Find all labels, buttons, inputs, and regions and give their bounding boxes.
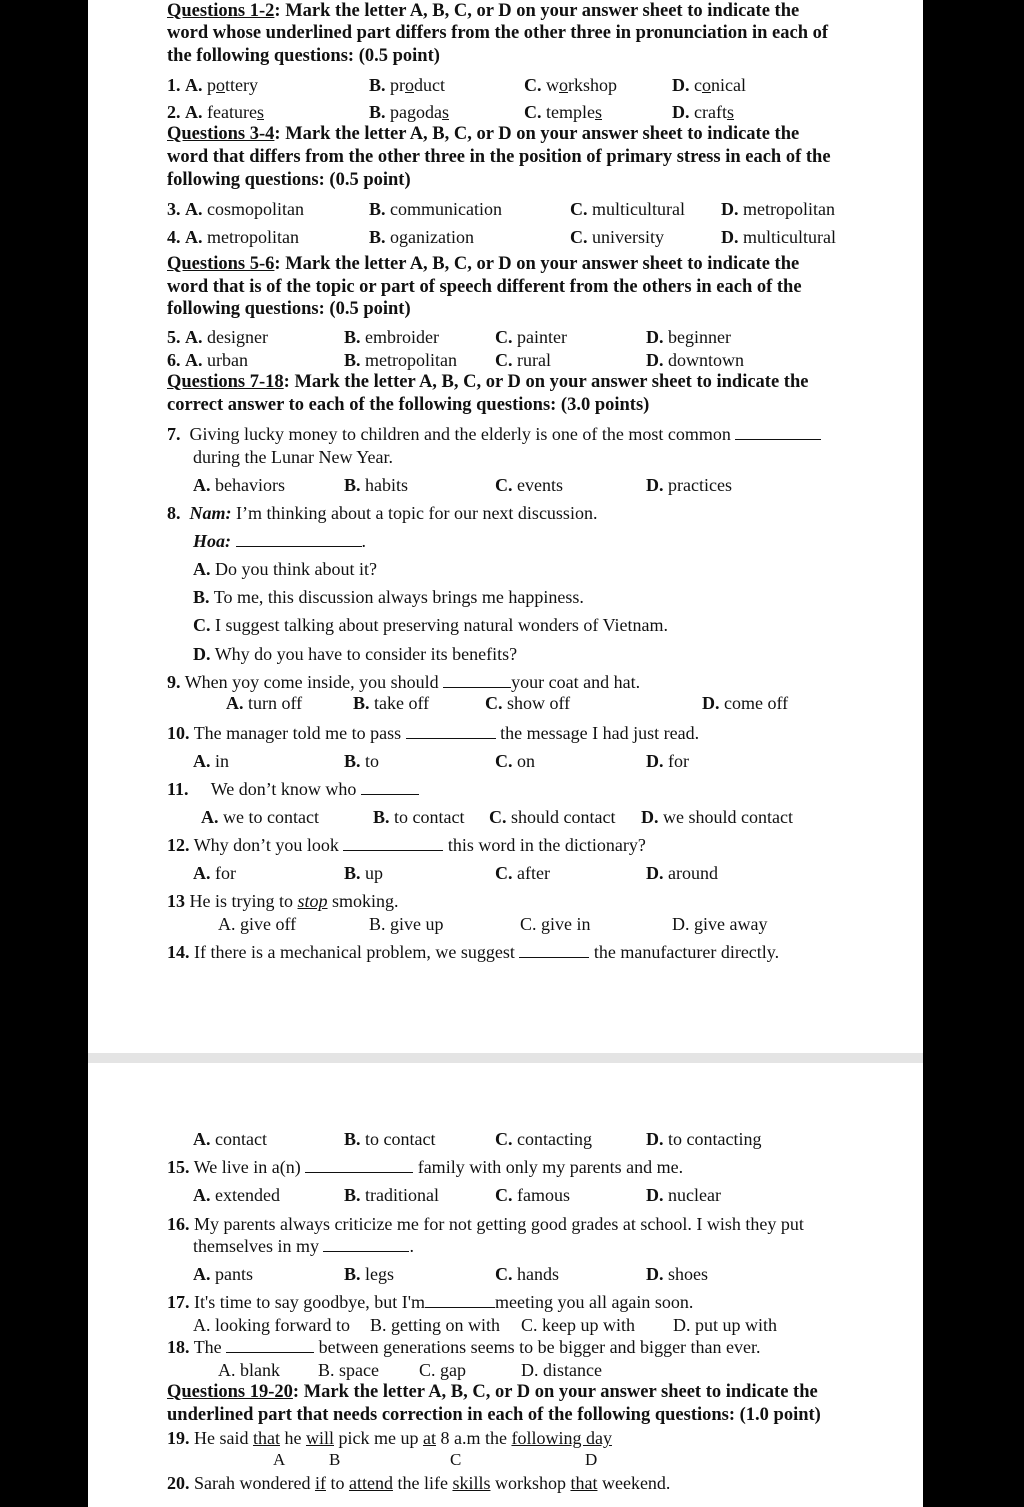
question-2: 2. A. features <box>167 102 264 122</box>
question-16-line2: themselves in my . <box>193 1236 414 1256</box>
section-2-heading: Questions 3-4: Mark the letter A, B, C, or D on your answer sheet to indicate the <box>167 124 800 144</box>
question-8: 8. Nam: I’m thinking about a topic for our next discussion. <box>167 503 598 523</box>
q13-option-a: A. give off <box>218 914 297 934</box>
question-6: 6. A. urban <box>167 350 248 370</box>
question-14: 14. If there is a mechanical problem, we suggest the manufacturer directly. <box>167 942 780 962</box>
q18-option-b: B. space <box>318 1360 379 1380</box>
q14-option-b: B. to contact <box>344 1129 436 1149</box>
question-3: 3. A. cosmopolitan <box>167 199 304 219</box>
q7-option-c: C. events <box>495 475 563 495</box>
q2-option-b: B. pagodas <box>369 102 450 122</box>
q8-option-d: D. Why do you have to consider its benefits? <box>193 644 518 664</box>
q16-option-b: B. legs <box>344 1264 395 1284</box>
q18-option-a: A. blank <box>218 1360 280 1380</box>
question-9: 9. When yoy come inside, you should your coat and hat. <box>167 672 641 692</box>
answer-blank <box>343 835 443 851</box>
q14-option-a: A. contact <box>193 1129 267 1149</box>
q18-option-d: D. distance <box>521 1360 602 1380</box>
q16-option-c: C. hands <box>495 1264 559 1284</box>
q7-option-a: A. behaviors <box>193 475 285 495</box>
q7-option-d: D. practices <box>646 475 732 495</box>
section-1-heading-line2: word whose underlined part differs from the other three in pronunciation in each of <box>167 23 829 43</box>
worksheet-page-1 <box>88 0 923 1053</box>
section-2-heading-line2: word that differs from the other three in the position of primary stress in each of the <box>167 147 831 167</box>
question-19: 19. He said that he will pick me up at 8 a.m the following day <box>167 1428 612 1448</box>
answer-blank <box>361 779 419 795</box>
section-1-heading: Questions 1-2: Mark the letter A, B, C, or D on your answer sheet to indicate the <box>167 1 800 21</box>
answer-blank <box>323 1236 409 1252</box>
q12-option-b: B. up <box>344 863 384 883</box>
q9-option-d: D. come off <box>702 693 789 713</box>
q17-option-b: B. getting on with <box>370 1315 500 1335</box>
section-1-heading-line3: the following questions: (0.5 point) <box>167 46 440 66</box>
answer-blank <box>236 531 362 547</box>
page-separator <box>88 1053 923 1063</box>
q10-option-d: D. for <box>646 751 689 771</box>
q3-option-d: D. metropolitan <box>721 199 835 219</box>
section-4-heading: Questions 7-18: Mark the letter A, B, C, or D on your answer sheet to indicate the <box>167 372 809 392</box>
q12-option-d: D. around <box>646 863 718 883</box>
q14-option-c: C. contacting <box>495 1129 592 1149</box>
q6-option-b: B. metropolitan <box>344 350 457 370</box>
answer-blank <box>443 672 511 688</box>
q19-label-c: C <box>450 1450 462 1469</box>
q11-option-d: D. we should contact <box>641 807 793 827</box>
q15-option-d: D. nuclear <box>646 1185 721 1205</box>
q19-label-d: D <box>585 1450 598 1469</box>
question-18: 18. The between generations seems to be bigger and bigger than ever. <box>167 1337 761 1357</box>
q12-option-c: C. after <box>495 863 550 883</box>
question-1: 1. A. pottery <box>167 75 258 95</box>
question-20: 20. Sarah wondered if to attend the life skills workshop that weekend. <box>167 1473 671 1493</box>
question-4: 4. A. metropolitan <box>167 227 299 247</box>
question-12: 12. Why don’t you look this word in the dictionary? <box>167 835 646 855</box>
worksheet-page-2 <box>88 1063 923 1507</box>
section-3-heading: Questions 5-6: Mark the letter A, B, C, or D on your answer sheet to indicate the <box>167 254 800 274</box>
question-13: 13 He is trying to stop smoking. <box>167 891 399 911</box>
q5-option-c: C. painter <box>495 327 567 347</box>
section-3-heading-line3: following questions: (0.5 point) <box>167 299 411 319</box>
q8-option-b: B. To me, this discussion always brings me happiness. <box>193 587 584 607</box>
answer-blank <box>735 424 821 440</box>
question-8-reply: Hoa: . <box>193 531 366 551</box>
q11-option-a: A. we to contact <box>201 807 319 827</box>
q16-option-a: A. pants <box>193 1264 253 1284</box>
q16-option-d: D. shoes <box>646 1264 708 1284</box>
q9-option-a: A. turn off <box>226 693 303 713</box>
q9-option-c: C. show off <box>485 693 571 713</box>
question-7: 7. Giving lucky money to children and the elderly is one of the most common <box>167 423 821 445</box>
answer-blank <box>305 1157 413 1173</box>
q1-option-b: B. product <box>369 75 446 95</box>
q17-option-d: D. put up with <box>673 1315 778 1335</box>
q12-option-a: A. for <box>193 863 236 883</box>
q15-option-b: B. traditional <box>344 1185 439 1205</box>
question-16: 16. My parents always criticize me for not getting good grades at school. I wish they put <box>167 1214 804 1234</box>
section-5-heading: Questions 19-20: Mark the letter A, B, C, or D on your answer sheet to indicate the <box>167 1382 818 1402</box>
q19-label-a: A <box>273 1450 286 1469</box>
q18-option-c: C. gap <box>419 1360 466 1380</box>
q8-option-a: A. Do you think about it? <box>193 559 377 579</box>
q11-option-c: C. should contact <box>489 807 616 827</box>
q13-option-b: B. give up <box>369 914 444 934</box>
section-4-heading-line2: correct answer to each of the following questions: (3.0 points) <box>167 395 650 415</box>
answer-blank <box>425 1292 495 1308</box>
q9-option-b: B. take off <box>353 693 430 713</box>
q11-option-b: B. to contact <box>373 807 465 827</box>
answer-blank <box>226 1337 314 1353</box>
question-7-line2: during the Lunar New Year. <box>193 447 393 467</box>
section-3-heading-line2: word that is of the topic or part of speech different from the others in each of the <box>167 277 802 297</box>
q15-option-a: A. extended <box>193 1185 280 1205</box>
q15-option-c: C. famous <box>495 1185 570 1205</box>
question-5: 5. A. designer <box>167 327 268 347</box>
q13-option-c: C. give in <box>520 914 591 934</box>
q1-option-c: C. workshop <box>524 75 617 95</box>
q5-option-b: B. embroider <box>344 327 439 347</box>
q10-option-b: B. to <box>344 751 380 771</box>
q17-option-a: A. looking forward to <box>193 1315 350 1335</box>
question-17: 17. It's time to say goodbye, but I'm meeting you all again soon. <box>167 1292 694 1312</box>
q4-option-b: B. oganization <box>369 227 474 247</box>
q10-option-a: A. in <box>193 751 230 771</box>
question-10: 10. The manager told me to pass the message I had just read. <box>167 723 700 743</box>
q6-option-c: C. rural <box>495 350 551 370</box>
q7-option-b: B. habits <box>344 475 409 495</box>
q2-option-c: C. temples <box>524 102 602 122</box>
q14-option-d: D. to contacting <box>646 1129 762 1149</box>
q8-option-c: C. I suggest talking about preserving natural wonders of Vietnam. <box>193 615 668 635</box>
section-2-heading-line3: following questions: (0.5 point) <box>167 170 411 190</box>
q3-option-c: C. multicultural <box>570 199 685 219</box>
q13-option-d: D. give away <box>672 914 768 934</box>
q4-option-c: C. university <box>570 227 664 247</box>
q10-option-c: C. on <box>495 751 535 771</box>
section-5-heading-line2: underlined part that needs correction in each of the following questions: (1.0 point) <box>167 1405 821 1425</box>
q1-option-d: D. conical <box>672 75 746 95</box>
question-15: 15. We live in a(n) family with only my parents and me. <box>167 1157 684 1177</box>
q6-option-d: D. downtown <box>646 350 744 370</box>
q5-option-d: D. beginner <box>646 327 731 347</box>
question-11: 11. We don’t know who <box>167 778 419 800</box>
q17-option-c: C. keep up with <box>521 1315 635 1335</box>
q19-label-b: B <box>329 1450 341 1469</box>
q2-option-d: D. crafts <box>672 102 734 122</box>
q3-option-b: B. communication <box>369 199 502 219</box>
q4-option-d: D. multicultural <box>721 227 836 247</box>
answer-blank <box>519 942 589 958</box>
answer-blank <box>406 723 496 739</box>
